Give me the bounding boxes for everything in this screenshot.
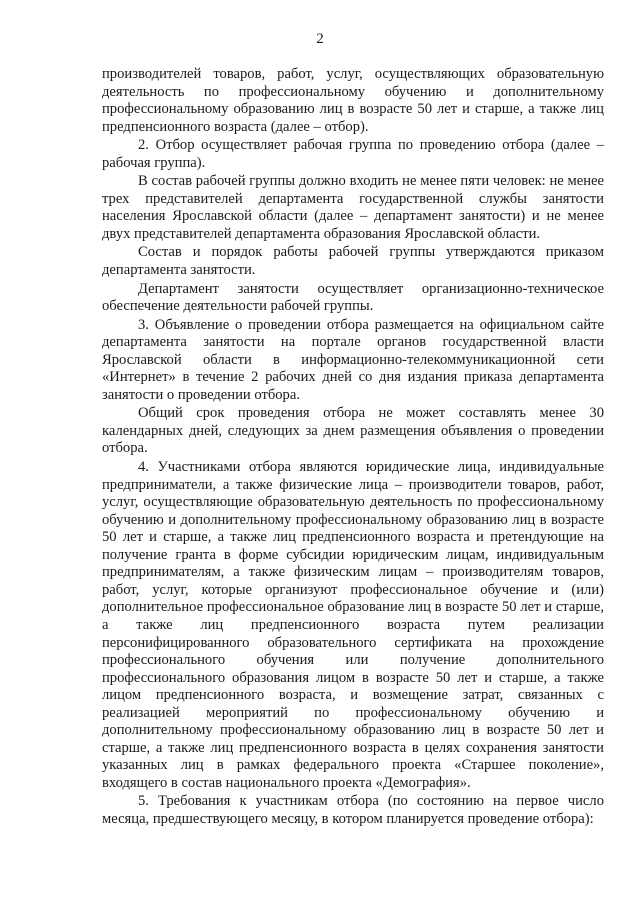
paragraph-selection-term: Общий срок проведения отбора не может составлять менее 30 календарных дней, следующих за днем размещения объявления о проведении отбора.	[102, 405, 604, 457]
page-number: 2	[316, 31, 324, 47]
paragraph-technical-support: Департамент занятости осуществляет организационно-техническое обеспечение деятельности рабочей группы.	[102, 280, 604, 315]
document-body	[102, 66, 604, 830]
paragraph-item-5-requirements: 5. Требования к участникам отбора (по состоянию на первое число месяца, предшествующего месяцу, в котором планируется проведение отбора):	[102, 793, 604, 827]
paragraph-item-2-working-group: 2. Отбор осуществляет рабочая группа по проведению отбора (далее – рабочая группа).	[102, 137, 604, 171]
paragraph-item-4-participants: 4. Участниками отбора являются юридические лица, индивидуальные предприниматели, а также физические лица – производители товаров, работ, услуг, осуществляющие образовательную деятельность по профессиональному обучению и дополнительному профессиональному образованию лиц в возрасте 50 лет и старше, а также лиц предпенсионного возраста и претендующие на получение гранта в форме субсидии юридическим лицам, индивидуальным предпринимателям, а также физическим лицам – производителям товаров, работ, услуг, которые организуют профессиональное обучение и (или) дополнительное профессиональное образование лиц в возрасте 50 лет и старше, а также лиц предпенсионного возраста путем реализации персонифицированного образовательного сертификата на прохождение профессионального обучения или получение дополнительного профессионального образования лицом в возрасте 50 лет и старше, а также лицом предпенсионного возраста, и возмещение затрат, связанных с реализацией мероприятий по профессиональному обучению и дополнительному профессиональному образованию лиц в возрасте 50 лет и старше, а также лиц предпенсионного возраста в целях сохранения занятости указанных лиц в рамках федерального проекта «Старшее поколение», входящего в состав национального проекта «Демография».	[102, 459, 604, 791]
paragraph-continuation: производителей товаров, работ, услуг, осуществляющих образовательную деятельность по профессиональному обучению и дополнительному профессиональному образованию лиц в возрасте 50 лет и старше, а также лиц предпенсионного возраста (далее – отбор).	[102, 66, 604, 135]
paragraph-working-group-approval: Состав и порядок работы рабочей группы утверждаются приказом департамента занятости.	[102, 244, 604, 279]
paragraph-working-group-composition: В состав рабочей группы должно входить не менее пяти человек: не менее трех представителей департамента государственной службы занятости населения Ярославской области (далее – департамент занятости) и не менее двух представителей департамента образования Ярославской области.	[102, 173, 604, 242]
paragraph-item-3-announcement: 3. Объявление о проведении отбора размещается на официальном сайте департамента занятости на портале органов государственной власти Ярославской области в информационно-телекоммуникационной сети «Интернет» в течение 2 рабочих дней со дня издания приказа департамента занятости о проведении отбора.	[102, 316, 604, 403]
